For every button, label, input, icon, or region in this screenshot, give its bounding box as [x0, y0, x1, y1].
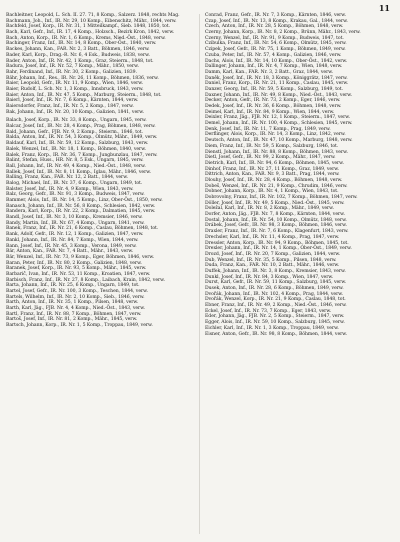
list-item: Dorfer, Anton, Jäg., FJB. Nr. 7, 8 Komp., Kärnten, 1844, verw.	[205, 212, 345, 218]
list-item: Barbisch, Franz, Inf., IR. Nr. 27, 8 Komp., Laibach, Krain, 1842, verw.	[6, 277, 165, 283]
list-item: Dietrich, Karl, Inf., IR. Nr. 94, 6 Komp., Böhmen, 1845, verw.	[205, 160, 344, 166]
list-item: Czipek, Josef, Gefr., IR. Nr. 75, 1 Komp., Böhmen, 1849, verw.	[205, 47, 346, 53]
list-item: Barth, Karl, Jäg., FJB. Nr. 4, 4 Komp., Nied.-Öst., 1843, verw.	[6, 306, 145, 312]
list-item: Conrad, Franz, Gefr., IR. Nr. 7, 3 Komp., Kärnten, 1846, verw.	[205, 13, 347, 18]
page-number: 11	[378, 3, 390, 13]
list-item: Bankl, Johann, Inf., IR. Nr. 84, 7 Komp., Wien, 1844, verw.	[6, 237, 139, 243]
list-item: Bader, Karl, Korp., Drag.-R. Nr. 6, 4 Esk., Budweis, 1838, verw.	[6, 52, 150, 58]
list-item: Doležal, Karl, Inf., IR. Nr. 8, 2 Komp., Mähr., 1849, verw.	[205, 206, 334, 212]
list-item: Dinhof, Franz, Inf., IR. Nr. 27, 11 Komp., Graz, 1849, verw.	[205, 166, 339, 172]
list-item: Barth, Anton, Inf., IR. Nr. 35, 1 Komp., Pilsen, 1848, verw.	[6, 300, 139, 306]
right-column	[205, 13, 391, 337]
list-item: Bank, Adolf, Gefr., IR. Nr. 12, 1 Komp., Galizien, 1847, verw.	[6, 232, 144, 238]
list-item: Dub, Wenzel, Inf., IR. Nr. 35, 5 Komp., Pilsen, 1848, verw.	[205, 257, 337, 263]
column-divider	[199, 14, 200, 534]
list-item: Ball, Johann, Inf., IR. Nr. 49, 4 Komp., Nied.-Öst., 1848, verw.	[6, 163, 146, 169]
list-item: Dvořák, Wenzel, Korp., IR. Nr. 21, 9 Komp., Caslau, 1848, tot.	[205, 297, 346, 303]
list-item: Baiersdorfer, Franz, Inf., IR. Nr. 5, 2 Komp., 1847, verw.	[6, 104, 134, 109]
list-item: Bartl, Franz, Inf., IR. Nr. 88, 7 Komp., Böhmen, 1847, verw.	[6, 311, 142, 317]
list-item: Bähr, Johann, Inf., Res., IR. Nr. 26, 11 Komp., Böhmen, 1836, verw.	[6, 75, 159, 81]
list-item: Baranek, Josef, Korp., IR. Nr. 93, 5 Komp., Mähr., 1845, verw.	[6, 266, 147, 272]
list-item: Bahr, Ferdinand, Inf., IR. Nr. 30, 2 Komp., Galizien, 1839.	[6, 69, 137, 75]
list-item: Balda, Anton, Inf., IR. Nr. 54, 3 Komp., Olmütz, Mähr., 1849, verw.	[6, 135, 158, 141]
left-column	[6, 13, 192, 329]
list-item: Czech, Anton, Inf., IR. Nr. 28, 5 Komp., Böhmen, 1848, verw.	[205, 24, 344, 30]
list-item: Bach, Anton, Korp., IR. Nr. 1, 6 Komp., Krems, Nied.-Öst., 1848, verw.	[6, 35, 166, 41]
list-item: Baran, Peter, Inf., IR. Nr. 80, 2 Komp., Galizien, 1848, verw.	[6, 260, 142, 266]
list-item: Dittrich, Anton, Kan., FAR. Nr. 9, 3 Batt., Prag, 1844, verw.	[205, 172, 340, 178]
list-item: Damm, Karl, Kan., FAR. Nr. 3, 2 Batt., Graz, 1844, verw.	[205, 69, 333, 75]
list-item: Dobner, Johann, Korp., IR. Nr. 4, 1 Komp., Wien, 1843, tot.	[205, 189, 339, 195]
list-item: Baier, Anton, Inf., IR. Nr. 47, 5 Komp., Marburg, Steierm., 1848, tot.	[6, 92, 162, 98]
list-item: Drábek, Josef, Gefr., IR. Nr. 98, 3 Komp., Böhmen, 1846, verw.	[205, 223, 347, 229]
list-item: Baier, Rudolf, L. Sch. Nr. 1, 3 Komp., Innsbruck, 1843, verw.	[6, 86, 144, 92]
list-item: Badura, Josef, Inf., IR. Nr. 52, 7 Komp., Mähr., 1850, verw.	[6, 64, 139, 70]
list-item: Bartels, Wilhelm, Inf., IR. Nr. 2, 10 Komp., Sieb., 1846, verw.	[6, 294, 145, 300]
list-item: Eichler, Karl, Inf., IR. Nr. 1, 3 Komp., Troppau, 1849, verw.	[205, 325, 339, 331]
list-item: Bandera, Karl, Korp., IR. Nr. 22, 2 Komp., Dalmatien, 1845, verw.	[6, 209, 156, 215]
list-item: Balint, Stefan, Huss., HR. Nr. 8, 5 Esk., Ungarn, 1845, verw.	[6, 158, 144, 164]
list-item: Eder, Johann, Jäg., FJB. Nr. 2, 5 Komp., Steierm., 1847, verw.	[205, 314, 345, 320]
list-item: Bach, Karl, Gefr., Inf., IR. 17, 4 Komp., Holzsch., Bezirk Kron, 1842, verw.	[6, 30, 175, 36]
list-item: Balog, Michael, Inf., IR. Nr. 37, 6 Komp., Ungarn, 1849, tot.	[6, 180, 143, 186]
list-item: Bann, Josef, Inf., IR. Nr. 45, 3 Komp., Verona, 1849, verw.	[6, 243, 137, 249]
list-item: Balling, Franz, Kan., FAR. Nr. 12, 2 Batt., 1844, verw.	[6, 175, 128, 181]
list-item: Dobeš, Wenzel, Inf., IR. Nr. 21, 9 Komp., Chrudim, 1846, verw.	[205, 183, 348, 189]
list-item: Bachmann, Joh., Inf., IR. Nr. 29, 10 Komp., Eibenschitz, Mähr., 1844, verw.	[6, 18, 177, 24]
list-item: Czerny, Wenzel, Inf., IR. Nr. 91, 9 Komp., Budweis, 1847, tot.	[205, 35, 344, 41]
list-item: Bartoš, Josef, Inf., IR. Nr. 81, 2 Komp., Mähr., 1845, verw.	[6, 317, 138, 323]
list-item: Baldauf, Karl, Inf., IR. Nr. 59, 12 Komp., Salzburg, 1843, verw.	[6, 141, 149, 147]
list-item: Dressler, Anton, Korp., IR. Nr. 94, 9 Komp., Böhmen, 1845, tot.	[205, 240, 349, 246]
list-item: Dedek, Josef, Inf., IR. Nr. 36, 6 Komp., Böhmen, 1848, verw.	[205, 104, 342, 109]
list-item: Balek, Wenzel, Inf., IR. Nr. 18, 1 Komp., Böhmen, 1840, verw.	[6, 146, 146, 152]
list-item: Ebner, Franz, Inf., IR. Nr. 49, 2 Komp., Nied.-Öst., 1846, verw.	[205, 303, 347, 309]
list-item: Dienstl, Johann, Inf., IR. Nr. 88, 8 Komp., Böhmen, 1843, verw.	[205, 149, 348, 155]
list-item: Dietl, Josef, Gefr., IR. Nr. 99, 2 Komp., Mähr., 1847, verw.	[205, 155, 336, 161]
list-item: Baier, Leopold, Gefr., IR. Nr. 11, 9 Komp., Wien, 1846, verw.	[6, 81, 143, 87]
list-item: Durst, Karl, Gefr., IR. Nr. 59, 11 Komp., Salzburg, 1845, verw.	[205, 280, 347, 286]
list-item: Bandl, Josef, Inf., IR. Nr. 3, 10 Komp., Kremsier, 1846, verw.	[6, 215, 143, 221]
list-item: Daxner, Johann, Inf., IR. Nr. 49, 8 Komp., Nied.-Öst., 1843, verw.	[205, 92, 353, 98]
list-item: Dvořák, Johann, Inf., IR. Nr. 102, 4 Komp., Prag, 1844, verw.	[205, 291, 343, 297]
list-item: Denk, Josef, Inf., IR. Nr. 11, 7 Komp., Prag, 1849, verw.	[205, 126, 331, 132]
list-item: Bammer, Alois, Inf., IR. Nr. 14, 5 Komp., Linz, Ober-Öst., 1850, verw.	[6, 198, 163, 203]
list-item: Balcar, Josef, Inf., IR. Nr. 28, 4 Komp., Prag, Böhmen, 1848, verw.	[6, 124, 156, 130]
list-item: Draxler, Franz, Inf., IR. Nr. 7, 6 Komp., Klagenfurt, 1843, verw.	[205, 229, 349, 235]
list-item: Dobrovolny, Franz, Inf., IR. Nr. 102, 7 Komp., Böhmen, 1847, verw.	[205, 195, 358, 200]
list-item: Drozd, Josef, Inf., IR. Nr. 20, 7 Komp., Galizien, 1844, verw.	[205, 251, 341, 257]
list-item: Egger, Alois, Inf., IR. Nr. 59, 10 Komp., Salzburg, 1845, verw.	[205, 320, 345, 326]
list-item: Dallinger, Johann, Inf., IR. Nr. 4, 7 Komp., Wien, 1848, verw.	[205, 64, 343, 70]
list-item: Bachleitner, Leopold, L. Sch. II. 27. 71, 8 Komp., Salzerz. 1848, rechts Mag.	[6, 13, 180, 18]
list-item: Balster, Josef, Inf., IR. Nr. 4, 9 Komp., Wien, 1843, verw.	[6, 186, 134, 192]
list-item: Bartsch, Johann, Korp., IR. Nr. 1, 5 Komp., Troppau, 1849, verw.	[6, 323, 153, 329]
list-item: Czerny, Johann, Korp., IR. Nr. 8, 2 Komp., Brünn, Mähr., 1843, verw.	[205, 30, 361, 36]
list-item: Backes, Johann, Kan., FAR. Nr. 2, 3 Batt., Böhmen, 1846, verw.	[6, 47, 150, 53]
list-item: Balz, Georg, Gefr., IR. Nr. 91, 3 Komp., Budweis, 1847, verw.	[6, 192, 145, 198]
list-item: Derflinger, Alois, Korp., IR. Nr. 14, 3 Komp., Linz, 1842, verw.	[205, 132, 346, 138]
list-item: Balach, Josef, Korp., IR. Nr. 33, 8 Komp., Ungarn, 1845, verw.	[6, 118, 147, 124]
list-item: Bandy, Martin, Inf., IR. Nr. 67, 4 Komp., Ungarn, 1841, verw.	[6, 220, 145, 226]
list-item: Bartel, Josef, Gefr., IR. Nr. 100, 3 Komp., Teschen, 1844, verw.	[6, 289, 148, 294]
list-item: Bachfeld, Josef, Korp., IR. Nr. 31, 1 Mitteilkampf., Sieb. 1848, 1850, tot.	[6, 24, 170, 30]
list-item: Duda, Franz, Kan., FAR. Nr. 10, 2 Batt., Mähr., 1846, verw.	[205, 263, 340, 269]
list-item: Ballek, Josef, Inf., IR. Nr. 8, 11 Komp., Iglau, Mähr., 1846, verw.	[6, 169, 151, 175]
list-item: Bär, Anton, Kan., FAR. Nr. 7, 4 Batt., Mähr., 1843, verw.	[6, 249, 134, 255]
list-item: Czap, Josef, Inf., IR. Nr. 13, 8 Komp., Krakau, Gal., 1844, verw.	[205, 18, 348, 24]
list-item: Balek, Franz, Korp., IR. Nr. 36, 7 Komp., Jungbunzlau, 1847, verw.	[6, 152, 158, 158]
list-item: Deimel, Karl, Inf., IR. Nr. 84, 9 Komp., Wien, 1844, verw.	[205, 109, 335, 115]
list-item: Czuba, Peter, Inf., IR. Nr. 57, 4 Komp., Galizien, 1846, verw.	[205, 52, 342, 58]
list-item: Diem, Franz, Inf., IR. Nr. 59, 5 Komp., Salzburg, 1846, tot.	[205, 143, 339, 149]
list-item: Czibulka, Franz, Inf., IR. Nr. 54, 6 Komp., Olmütz, 1845, verw.	[205, 41, 347, 47]
list-item: Drexler, Johann, Inf., IR. Nr. 14, 1 Komp., Ober-Öst., 1849, verw.	[205, 246, 352, 252]
list-item: Döller, Josef, Inf., IR. Nr. 49, 5 Komp., Nied.-Öst., 1845, verw.	[205, 200, 345, 206]
list-item: Drechsler, Karl, Inf., IR. Nr. 11, 4 Komp., Prag, 1847, verw.	[205, 234, 340, 240]
list-item: Bachinger, Franz, Inf., IR. Nr. 14, 8 Komp., Ober-Öst., 1840, verw.	[6, 41, 157, 47]
list-item: Bald, Johann, Gefr., FJB. Nr. 9, 2 Komp., Steierm., 1846, tot.	[6, 129, 143, 135]
list-item: Dostal, Johann, Inf., IR. Nr. 54, 10 Komp., Olmütz, 1848, verw.	[205, 217, 347, 223]
list-item: Bader, Anton, Inf., IR. Nr. 42, 1 Komp., Graz, Steierm., 1848, tot.	[6, 58, 154, 64]
list-item: Daniel, Franz, Korp., IR. Nr. 21, 11 Komp., Caslau, 1845, verw.	[205, 81, 349, 87]
list-item: Deixler, Franz, Jäg., FJB. Nr. 12, 1 Komp., Steierm., 1847, verw.	[205, 115, 350, 121]
list-item: Dlouhy, Josef, Inf., IR. Nr. 28, 4 Komp., Böhmen, 1848, verw.	[205, 177, 343, 183]
list-item: Dusek, Anton, Inf., IR. Nr. 28, 6 Komp., Böhmen, 1849, verw.	[205, 286, 344, 291]
list-item: Duffek, Johann, Inf., IR. Nr. 3, 8 Komp., Kremsier, 1843, verw.	[205, 268, 346, 274]
list-item: Dachs, Alois, Inf., IR. Nr. 14, 10 Komp., Ober-Öst., 1842, verw.	[205, 58, 348, 64]
list-item: Eckel, Josef, Inf., IR. Nr. 73, 7 Komp., Eger, 1843, verw.	[205, 308, 332, 314]
list-item: Daněk, Josef, Inf., IR. Nr. 18, 3 Komp., Königgrätz, 1847, verw.	[205, 75, 348, 81]
list-item: Demel, Johann, Inf., IR. Nr. 100, 4 Komp., Schlesien, 1845, verw.	[205, 121, 353, 127]
list-item: Decker, Anton, Gefr., IR. Nr. 73, 2 Komp., Eger, 1846, verw.	[205, 98, 341, 104]
list-item: Danzer, Georg, Inf., IR. Nr. 59, 5 Komp., Salzburg, 1849, tot.	[205, 86, 343, 92]
list-item: Bak, Johann, Inf., IR. Nr. 20, 10 Komp., Galizien, 1841, verw.	[6, 109, 144, 115]
list-item: Eisner, Anton, Gefr., IR. Nr. 98, 8 Komp., Böhmen, 1844, verw.	[205, 331, 348, 337]
list-item: Baierl, Josef, Inf., IR. Nr. 7, 6 Komp., Kärnten, 1844, verw.	[6, 98, 139, 104]
list-item: Deutsch, Anton, Inf., IR. Nr. 47, 10 Komp., Marburg, 1848, verw.	[205, 138, 353, 144]
list-item: Banasch, Johann, Inf., IR. Nr. 56, 8 Komp., Schlesien, 1842, verw.	[6, 203, 156, 209]
list-item: Barta, Johann, Inf., IR. Nr. 25, 6 Komp., Ungarn, 1849, tot.	[6, 283, 140, 289]
list-item: Bär, Wenzel, Inf., IR. Nr. 73, 9 Komp., Eger, Böhmen, 1846, verw.	[6, 254, 155, 260]
list-item: Barbarič, Ivan, Inf., IR. Nr. 53, 11 Komp., Kroatien, 1847, verw.	[6, 271, 151, 277]
list-item: Banek, Franz, Inf., IR. Nr. 21, 6 Komp., Caslau, Böhmen, 1848, tot.	[6, 226, 159, 232]
list-item: Dunkl, Josef, Inf., IR. Nr. 84, 3 Komp., Wien, 1847, verw.	[205, 274, 334, 280]
